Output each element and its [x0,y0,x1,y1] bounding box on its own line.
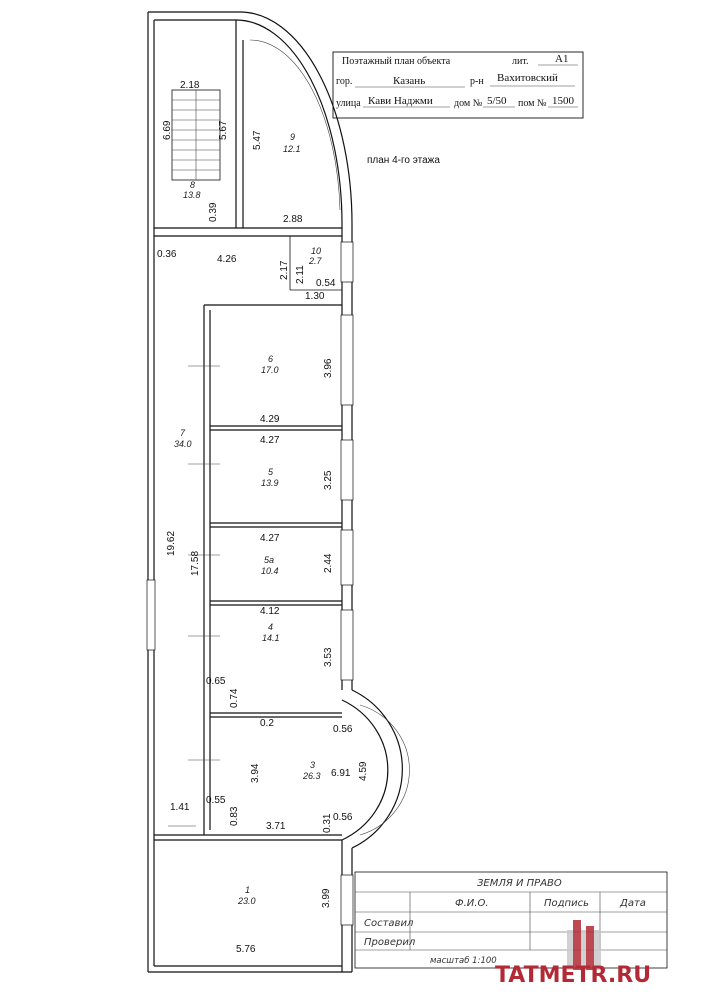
header-house-label: дом № [454,98,483,109]
header-block [333,52,583,118]
dimension-label: 2.11 [295,265,306,284]
room-area: 14.1 [262,633,280,643]
dimension-label: 0.36 [157,249,177,260]
room-number: 4 [268,622,274,632]
header-lit-value: А1 [555,53,569,65]
stamp-row-compiled: Составил [364,918,414,929]
room-area: 34.0 [174,439,192,449]
dimension-label: 4.26 [217,254,237,265]
dimension-label: 2.44 [323,553,334,573]
dimension-label: 3.53 [323,647,334,667]
header-lit-label: лит. [512,56,529,67]
dimension-label: 2.18 [180,80,200,91]
dimension-label: 4.12 [260,606,280,617]
stamp-col-fio: Ф.И.О. [455,898,489,909]
dimension-label: 4.27 [260,533,280,544]
dimension-label: 4.29 [260,414,280,425]
dimension-label: 0.54 [316,278,336,289]
dimension-label: 3.94 [250,763,261,783]
stamp-block [355,872,667,968]
dimension-label: 0.55 [206,795,226,806]
watermark-text: TATMETR.RU [495,963,652,988]
dimension-label: 17.58 [190,550,201,576]
dimension-label: 4.59 [358,761,369,781]
room-number: 5а [264,555,275,565]
header-room-value: 1500 [552,95,574,107]
dimension-label: 2.17 [279,260,290,280]
dimension-label: 0.39 [208,202,219,222]
dimension-label: 4.27 [260,435,280,446]
dimension-label: 3.71 [266,821,286,832]
header-street-label: улица [336,98,361,109]
room-number: 9 [290,132,296,142]
dimension-label: 0.31 [322,813,333,833]
header-city-value: Казань [393,75,426,87]
dimension-label: 6.69 [162,120,173,140]
dimension-label: 1.30 [305,291,325,302]
room-number: 3 [310,760,316,770]
room-area: 26.3 [303,771,321,781]
stamp-col-sign: Подпись [544,898,589,909]
header-district-value: Вахитовский [497,72,558,84]
header-district-label: р-н [470,76,484,87]
room-area: 2.7 [309,256,322,266]
dimension-label: 19.62 [166,530,177,556]
dimension-label: 3.96 [323,358,334,378]
dimension-label: 3.99 [321,888,332,908]
dimension-label: 3.25 [323,470,334,490]
room-labels [174,132,323,906]
dimension-label: 5.47 [252,130,263,150]
room-area: 13.9 [261,478,279,488]
dimension-label: 5.67 [218,120,229,140]
dimension-labels [157,80,369,955]
dimension-label: 2.88 [283,214,303,225]
stamp-scale: масштаб 1:100 [430,956,497,966]
dimension-label: 0.2 [260,718,274,729]
room-number: 8 [190,180,196,190]
room-area: 23.0 [238,896,256,906]
room-number: 5 [268,467,274,477]
header-title: Поэтажный план объекта [342,56,451,67]
room-number: 7 [180,428,186,438]
plan-title: план 4-го этажа [367,155,440,166]
header-room-label: пом № [518,98,547,109]
room-number: 10 [311,246,322,256]
header-house-value: 5/50 [487,95,507,107]
dimension-label: 0.65 [206,676,226,687]
room-area: 13.8 [183,190,201,200]
room-number: 6 [268,354,274,364]
dimension-label: 6.91 [331,768,351,779]
stamp-col-date: Дата [620,898,646,909]
dimension-label: 5.76 [236,944,256,955]
header-street-value: Кави Наджми [368,95,433,107]
dimension-label: 0.83 [229,806,240,826]
stamp-row-checked: Проверил [364,937,416,948]
dimension-label: 0.74 [229,688,240,708]
room-area: 10.4 [261,566,279,576]
stamp-company: ЗЕМЛЯ И ПРАВО [477,878,562,889]
dimension-label: 1.41 [170,802,190,813]
room-area: 17.0 [261,365,279,375]
room-area: 12.1 [283,144,301,154]
dimension-label: 0.56 [333,724,353,735]
room-number: 1 [245,885,251,895]
header-city-label: гор. [336,76,353,87]
dimension-label: 0.56 [333,812,353,823]
